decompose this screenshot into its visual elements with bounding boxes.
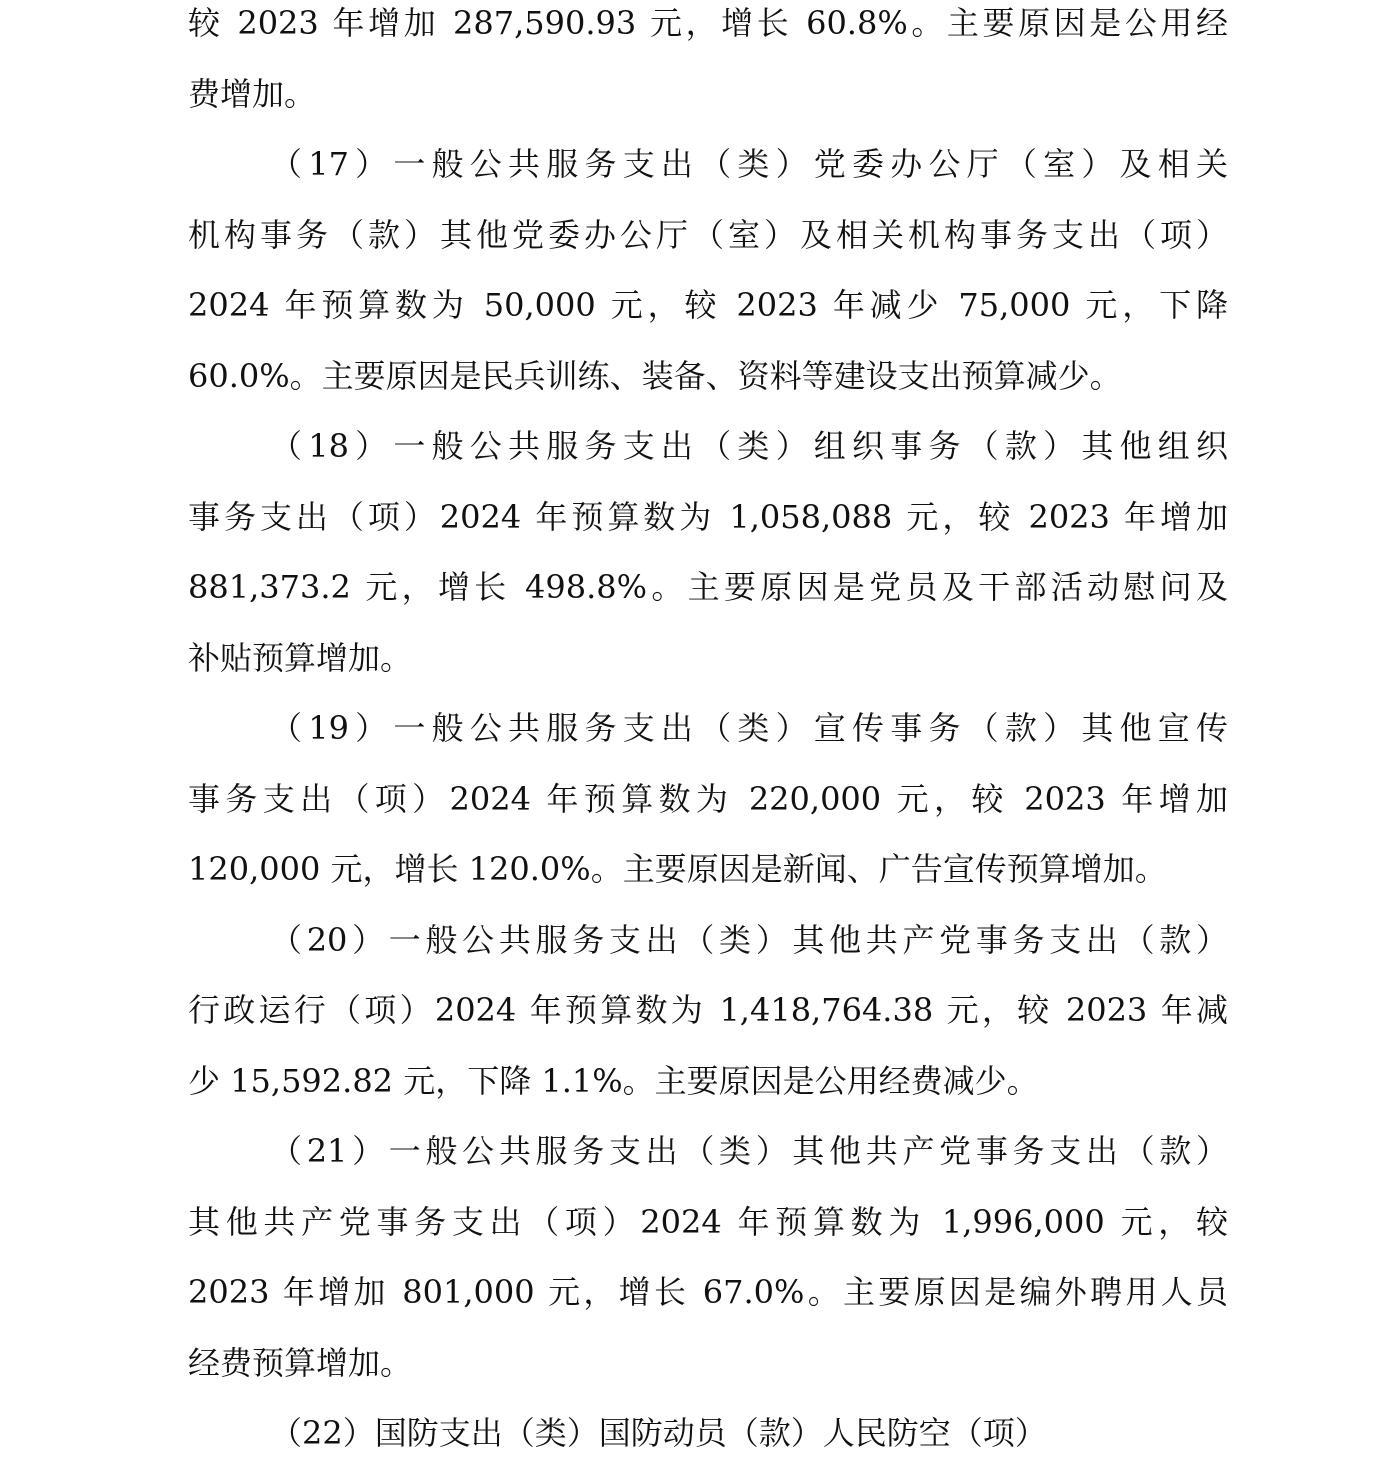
text-line: 事务支出（项）2024 年预算数为 220,000 元，较 2023 年增加	[188, 779, 1228, 818]
text-line: 费增加。	[188, 74, 317, 113]
text-line: 120,000 元，增长 120.0%。主要原因是新闻、广告宣传预算增加。	[188, 850, 1167, 888]
paragraph-19-line: （19）一般公共服务支出（类）宣传事务（款）其他宣传	[270, 709, 1228, 747]
text-line: 较 2023 年增加 287,590.93 元，增长 60.8%。主要原因是公用经	[188, 4, 1228, 42]
paragraph-21-line: （21）一般公共服务支出（类）其他共产党事务支出（款）	[270, 1132, 1228, 1170]
text-line: 经费预算增加。	[188, 1343, 413, 1382]
paragraph-17-line: （17）一般公共服务支出（类）党委办公厅（室）及相关	[270, 145, 1228, 183]
text-line: 60.0%。主要原因是民兵训练、装备、资料等建设支出预算减少。	[188, 356, 1122, 395]
text-line: 2024 年预算数为 50,000 元，较 2023 年减少 75,000 元，下降	[188, 286, 1228, 324]
text-line: 2023 年增加 801,000 元，增长 67.0%。主要原因是编外聘用人员	[188, 1273, 1228, 1311]
document-page	[188, 0, 1228, 1469]
text-line: 行政运行（项）2024 年预算数为 1,418,764.38 元，较 2023 年减	[188, 991, 1228, 1029]
paragraph-20-line: （20）一般公共服务支出（类）其他共产党事务支出（款）	[270, 920, 1228, 959]
paragraph-22-line: （22）国防支出（类）国防动员（款）人民防空（项）	[270, 1414, 1047, 1452]
text-line: 881,373.2 元，增长 498.8%。主要原因是党员及干部活动慰问及	[188, 568, 1228, 606]
paragraph-18-line: （18）一般公共服务支出（类）组织事务（款）其他组织	[270, 427, 1228, 465]
text-line: 其他共产党事务支出（项）2024 年预算数为 1,996,000 元，较	[188, 1202, 1228, 1241]
text-line: 补贴预算增加。	[188, 638, 413, 677]
text-line: 事务支出（项）2024 年预算数为 1,058,088 元，较 2023 年增加	[188, 497, 1228, 536]
text-line: 机构事务（款）其他党委办公厅（室）及相关机构事务支出（项）	[188, 215, 1228, 254]
text-line: 少 15,592.82 元，下降 1.1%。主要原因是公用经费减少。	[188, 1061, 1039, 1100]
